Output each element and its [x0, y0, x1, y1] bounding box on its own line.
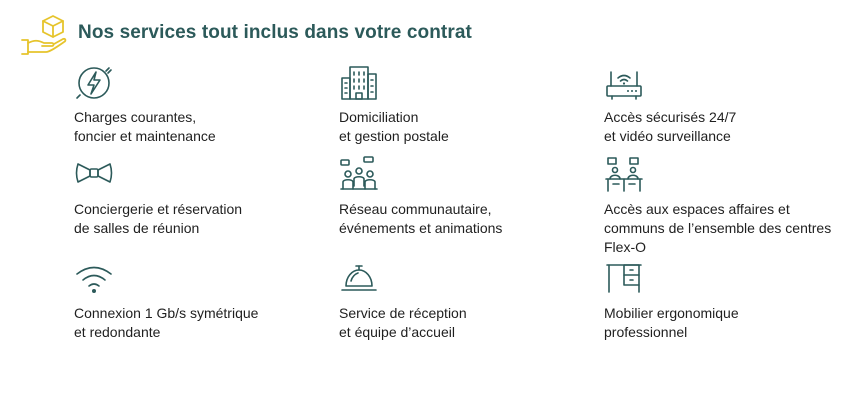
service-label-line: Accès aux espaces affaires et: [604, 201, 790, 217]
reception-bell-icon: [339, 260, 379, 298]
service-label-line: et gestion postale: [339, 128, 449, 144]
service-label-line: Accès sécurisés 24/7: [604, 109, 737, 125]
desk-icon: [604, 260, 644, 298]
service-label-line: Domiciliation: [339, 109, 419, 125]
service-label-line: communs de l’ensemble des centres: [604, 220, 832, 236]
bow-tie-icon: [74, 156, 114, 194]
community-icon: [339, 156, 379, 194]
service-label-line: Charges courantes,: [74, 109, 197, 125]
lightning-plug-icon: [74, 64, 114, 102]
hand-holding-box-icon: [20, 12, 70, 58]
service-label-line: de salles de réunion: [74, 220, 200, 236]
workspace-icon: [604, 156, 644, 194]
service-label-line: Flex-O: [604, 239, 646, 255]
page-title: Nos services tout inclus dans votre contrat: [78, 22, 472, 43]
section-header: [20, 12, 820, 58]
service-label-line: foncier et maintenance: [74, 128, 216, 144]
service-label-line: et redondante: [74, 324, 161, 340]
service-label-line: et vidéo surveillance: [604, 128, 731, 144]
wifi-icon: [74, 260, 114, 298]
service-label-line: Réseau communautaire,: [339, 201, 492, 217]
service-label-line: Connexion 1 Gb/s symétrique: [74, 305, 259, 321]
service-label-line: Conciergerie et réservation: [74, 201, 243, 217]
router-icon: [604, 64, 644, 102]
service-label-line: professionnel: [604, 324, 688, 340]
service-label-line: Service de réception: [339, 305, 467, 321]
service-label-line: événements et animations: [339, 220, 503, 236]
building-icon: [339, 64, 379, 102]
service-label-line: Mobilier ergonomique: [604, 305, 739, 321]
service-label-line: et équipe d’accueil: [339, 324, 455, 340]
